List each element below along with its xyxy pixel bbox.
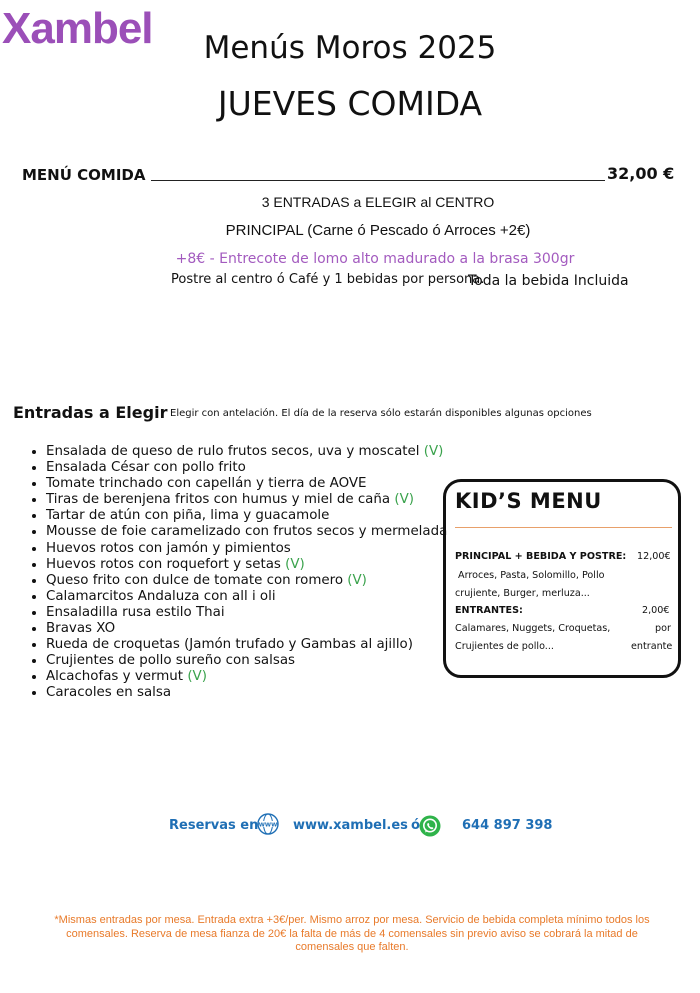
entrada-text: Tomate trinchado con capellán y tierra de AOVE bbox=[46, 476, 367, 492]
menu-entradas-line: 3 ENTRADAS a ELEGIR al CENTRO bbox=[261, 194, 495, 210]
vegetarian-badge: (V) bbox=[187, 669, 207, 685]
entradas-note: Elegir con antelación. El día de la reserva sólo estarán disponibles algunas opciones bbox=[170, 408, 592, 419]
entradas-list bbox=[28, 444, 466, 702]
list-item bbox=[46, 589, 466, 605]
list-item bbox=[46, 685, 466, 701]
kids-entrantes-label: ENTRANTES: bbox=[455, 605, 523, 616]
entrada-text: Ensalada César con pollo frito bbox=[46, 460, 246, 476]
whatsapp-icon bbox=[419, 815, 441, 837]
logo: Xambel bbox=[2, 4, 153, 53]
svg-text:WWW: WWW bbox=[258, 822, 278, 829]
list-item bbox=[46, 653, 466, 669]
kids-principal-price: 12,00€ bbox=[637, 551, 671, 562]
entrada-text: Calamarcitos Andaluza con all i oli bbox=[46, 588, 276, 604]
list-item bbox=[46, 669, 466, 685]
entrada-text: Queso frito con dulce de tomate con romero bbox=[46, 572, 344, 588]
kids-principal-desc-2: crujiente, Burger, merluza... bbox=[455, 588, 590, 599]
entradas-title: Entradas a Elegir bbox=[13, 403, 168, 422]
list-item bbox=[46, 621, 466, 637]
kids-entrantes-unit-2: entrante bbox=[631, 641, 673, 652]
list-item bbox=[46, 524, 466, 540]
entrada-text: Huevos rotos con roquefort y setas bbox=[46, 556, 281, 572]
list-item bbox=[46, 557, 466, 573]
vegetarian-badge: (V) bbox=[394, 492, 414, 508]
list-item bbox=[46, 637, 466, 653]
list-item bbox=[46, 605, 466, 621]
menu-bebida-line: Toda la bebida Incluida bbox=[468, 273, 629, 289]
globe-icon bbox=[257, 813, 279, 835]
entrada-text: Crujientes de pollo sureño con salsas bbox=[46, 653, 296, 669]
menu-price: 32,00 € bbox=[607, 164, 675, 183]
page-subtitle: JUEVES COMIDA bbox=[217, 84, 483, 123]
entrada-text: Ensaladilla rusa estilo Thai bbox=[46, 604, 225, 620]
kids-menu-divider bbox=[455, 527, 672, 528]
kids-menu-title: KID’S MENU bbox=[455, 489, 602, 513]
page-title: Menús Moros 2025 bbox=[203, 30, 497, 66]
entrada-text: Huevos rotos con jamón y pimientos bbox=[46, 540, 291, 556]
website-link[interactable]: www.xambel.es bbox=[293, 818, 408, 833]
vegetarian-badge: (V) bbox=[347, 572, 367, 588]
reservas-or: ó bbox=[411, 818, 420, 833]
kids-entrantes-desc-2: Crujientes de pollo... bbox=[455, 641, 554, 652]
kids-principal-desc: Arroces, Pasta, Solomillo, Pollo bbox=[458, 570, 605, 581]
vegetarian-badge: (V) bbox=[423, 444, 444, 459]
list-item bbox=[46, 476, 466, 492]
kids-entrantes-desc: Calamares, Nuggets, Croquetas, bbox=[455, 623, 611, 634]
list-item bbox=[46, 492, 466, 508]
list-item bbox=[46, 541, 466, 557]
entrada-text: Tiras de berenjena fritos con humus y miel de caña bbox=[46, 492, 391, 508]
menu-entrecote-line: +8€ - Entrecote de lomo alto madurado a la brasa 300gr bbox=[175, 251, 575, 267]
list-item bbox=[46, 573, 466, 589]
footer-note: *Mismas entradas por mesa. Entrada extra +3€/per. Mismo arroz por mesa. Servicio de bebida completa mínimo todos los comensales. Reserva de mesa fianza de 20€ la falta de más de 4 comensales sin previo aviso se cobrará la mitad de comensales que falten. bbox=[54, 914, 650, 953]
vegetarian-badge: (V) bbox=[285, 556, 305, 572]
entrada-text: Rueda de croquetas (Jamón trufado y Gambas al ajillo) bbox=[46, 637, 413, 653]
menu-principal-line: PRINCIPAL (Carne ó Pescado ó Arroces +2€) bbox=[225, 222, 531, 239]
kids-principal-label: PRINCIPAL + BEBIDA Y POSTRE: bbox=[455, 551, 627, 562]
list-item bbox=[46, 460, 466, 476]
list-item bbox=[46, 508, 466, 524]
menu-leader-line bbox=[151, 180, 605, 181]
reservas-label: Reservas en bbox=[169, 818, 259, 833]
entrada-text: Mousse de foie caramelizado con frutos secos y mermelada bbox=[46, 524, 448, 540]
phone-number[interactable]: 644 897 398 bbox=[462, 818, 553, 833]
entrada-text: Tartar de atún con piña, lima y guacamole bbox=[46, 508, 330, 524]
entrada-text: Caracoles en salsa bbox=[46, 685, 172, 701]
entrada-text: Alcachofas y vermut bbox=[46, 669, 184, 685]
kids-entrantes-price: 2,00€ bbox=[642, 605, 670, 616]
entrada-text: Bravas XO bbox=[46, 621, 116, 637]
kids-entrantes-unit: por bbox=[655, 623, 671, 634]
entrada-text: Ensalada de queso de rulo frutos secos, uva y moscatel bbox=[46, 444, 420, 459]
menu-label: MENÚ COMIDA bbox=[22, 166, 146, 184]
list-item bbox=[46, 444, 466, 460]
menu-postre-line: Postre al centro ó Café y 1 bebidas por persona. bbox=[171, 272, 485, 287]
